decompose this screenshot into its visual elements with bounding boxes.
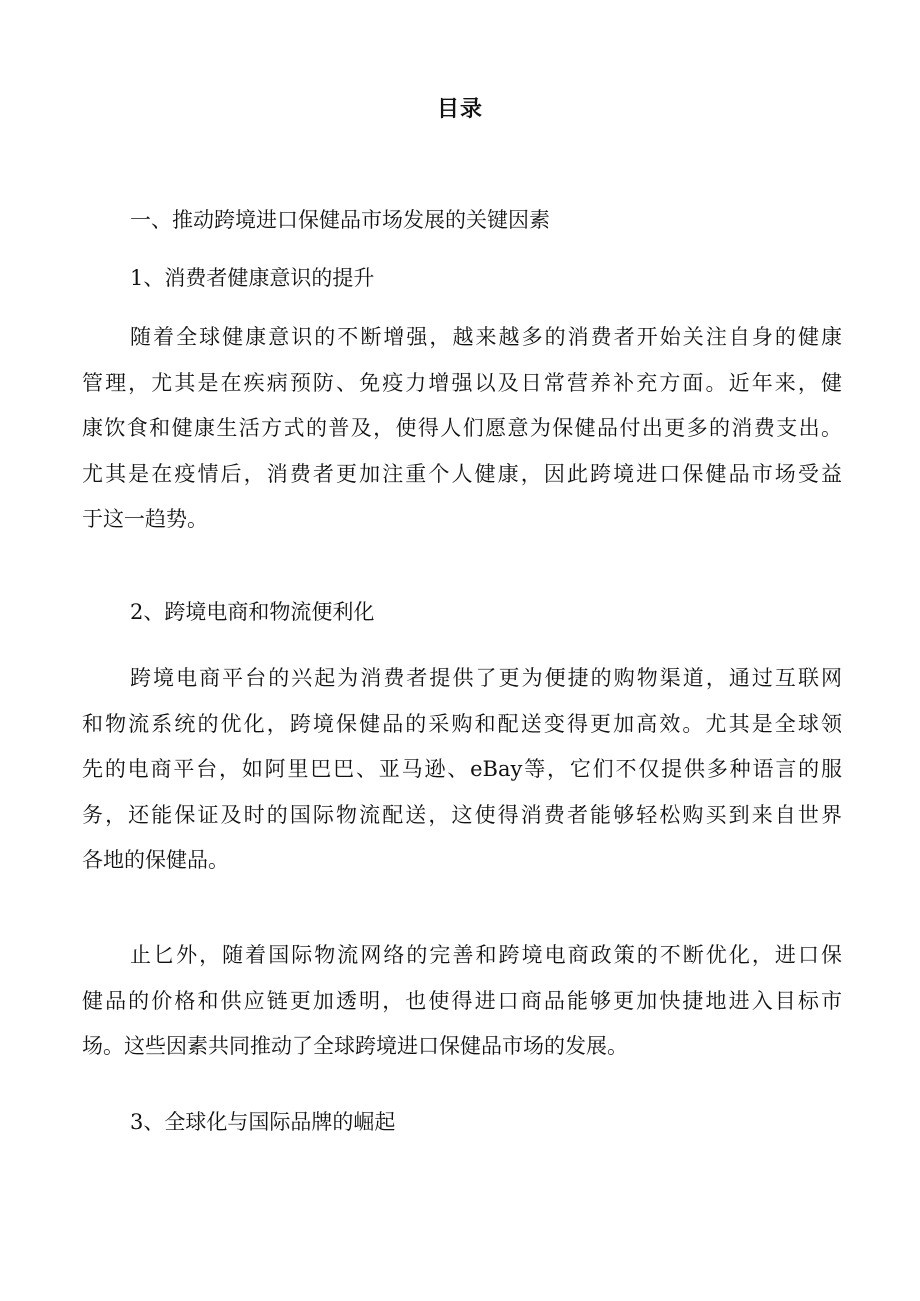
paragraph-line: 和物流系统的优化，跨境保健品的采购和配送变得更加高效。尤其是全球领 <box>82 711 842 736</box>
paragraph-line: 康饮食和健康生活方式的普及，使得人们愿意为保健品付出更多的消费支出。 <box>82 416 842 440</box>
paragraph-line: 尤其是在疫情后，消费者更加注重个人健康，因此跨境进口保健品市场受益 <box>82 461 842 486</box>
paragraph-line: 各地的保健品。 <box>82 848 229 872</box>
paragraph-line: 跨境电商平台的兴起为消费者提供了更为便捷的购物渠道，通过互联网 <box>130 666 842 690</box>
paragraph-2 <box>82 656 842 884</box>
section-heading: 一、推动跨境进口保健品市场发展的关键因素 <box>130 208 550 232</box>
subsection-heading-3: 3、全球化与国际品牌的崛起 <box>130 1110 396 1134</box>
subsection-heading-2: 2、跨境电商和物流便利化 <box>130 600 375 624</box>
paragraph-line: 健品的价格和供应链更加透明，也使得进口商品能够更加快捷地进入目标市 <box>82 988 842 1013</box>
paragraph-3 <box>82 933 842 1070</box>
paragraph-line: 务，还能保证及时的国际物流配送，这使得消费者能够轻松购买到来自世界 <box>82 802 842 827</box>
subsection-heading-1: 1、消费者健康意识的提升 <box>130 266 375 290</box>
paragraph-line: 随着全球健康意识的不断增强，越来越多的消费者开始关注自身的健康 <box>130 325 842 349</box>
paragraph-line: 于这一趋势。 <box>82 507 208 531</box>
page-title: 目录 <box>436 96 483 122</box>
paragraph-line: 场。这些因素共同推动了全球跨境进口保健品市场的发展。 <box>82 1034 628 1058</box>
paragraph-line: 止匕外，随着国际物流网络的完善和跨境电商政策的不断优化，进口保 <box>130 943 842 967</box>
paragraph-line: 管理，尤其是在疾病预防、免疫力增强以及日常营养补充方面。近年来，健 <box>82 370 842 395</box>
paragraph-1 <box>82 315 842 543</box>
paragraph-line: 先的电商平台，如阿里巴巴、亚马逊、eBay等，它们不仅提供多种语言的服 <box>82 757 842 781</box>
